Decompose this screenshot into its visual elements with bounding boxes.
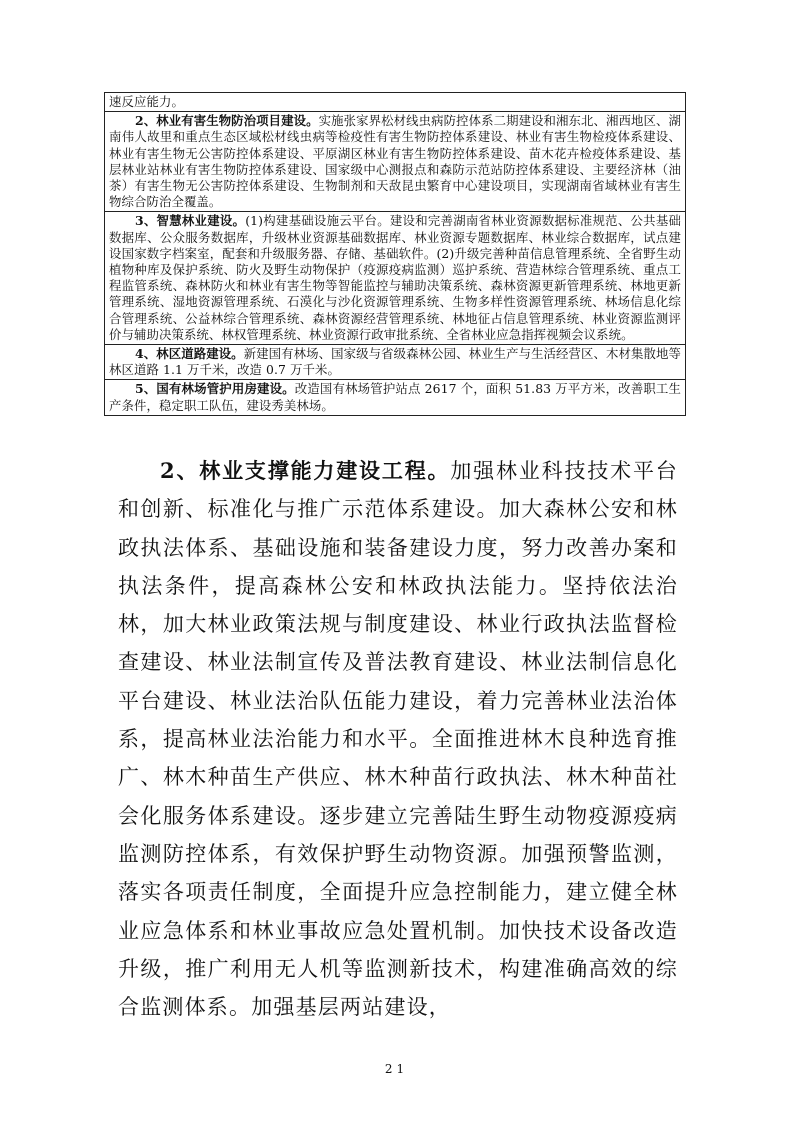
cell-body: 实施张家界松材线虫病防控体系二期建设和湘东北、湘西地区、湖南伟人故里和重点生态区域松材线虫病等检疫性有害生物防控体系建设、林业有害生物检疫体系建设、林业有害生物无公害防控体系建设、平原湖区林业有害生物防控体系建设、苗木花卉检疫体系建设、基层林业站林业有害生物防控体系建设、国家级中心测报点和森防示范站防控体系建设、主要经济林（油茶）有害生物无公害防控体系建设、生物制剂和天敌昆虫繁育中心建设项目，实现湖南省域林业有害生物综合防治全覆盖。: [109, 113, 681, 210]
table-cell: [105, 380, 686, 415]
section-heading: 2、林业支撑能力建设工程。: [160, 458, 451, 483]
page-number: 21: [384, 1062, 409, 1076]
cell-title: 4、林区道路建设。: [135, 346, 244, 362]
section-text: 加强林业科技技术平台和创新、标准化与推广示范体系建设。加大森林公安和林政执法体系、基础设施和装备建设力度，努力改善办案和执法条件，提高森林公安和林政执法能力。坚持依法治林，加大林业政策法规与制度建设、林业行政执法监督检查建设、林业法制宣传及普法教育建设、林业法制信息化平台建设、林业法治队伍能力建设，着力完善林业法治体系，提高林业法治能力和水平。全面推进林木良种选育推广、林木种苗生产供应、林木种苗行政执法、林木种苗社会化服务体系建设。逐步建立完善陆生野生动物疫源疫病监测防控体系，有效保护野生动物资源。加强预警监测，落实各项责任制度，全面提升应急控制能力，建立健全林业应急体系和林业事故应急处置机制。加快技术设备改造升级，推广利用无人机等监测新技术，构建准确高效的综合监测体系。加强基层两站建设，: [118, 459, 678, 1020]
table-cell: [105, 212, 686, 345]
section-paragraph: [118, 452, 678, 1026]
table-row: [105, 93, 686, 112]
cell-title: 3、智慧林业建设。: [135, 213, 246, 229]
table-row: [105, 112, 686, 212]
table-cell: [105, 93, 686, 112]
table-cell: [105, 345, 686, 380]
table-cell: [105, 112, 686, 212]
table-row: [105, 212, 686, 345]
cell-body: 新建国有林场、国家级与省级森林公园、林业生产与生活经营区、木材集散地等林区道路 1.1 万千米，改造 0.7 万千米。: [109, 346, 681, 378]
table-row: [105, 345, 686, 380]
table-row: [105, 380, 686, 415]
cell-body: 改造国有林场管护站点 2617 个，面积 51.83 万平方米，改善职工生产条件，稳定职工队伍，建设秀美林场。: [109, 381, 681, 413]
project-table: [104, 92, 686, 416]
cell-body: (1)构建基础设施云平台。建设和完善湖南省林业资源数据标准规范、公共基础数据库、公众服务数据库，升级林业资源基础数据库、林业资源专题数据库、林业综合数据库，试点建设国家数字档案室，配套和升级服务器、存储、基础软件。(2)升级完善种苗信息管理系统、全省野生动植物种库及保护系统、防火及野生动物保护（疫源疫病监测）巡护系统、营造林综合管理系统、重点工程监管系统、森林防火和林业有害生物等智能监控与辅助决策系统、森林资源更新管理系统、林地更新管理系统、湿地资源管理系统、石漠化与沙化资源管理系统、生物多样性资源管理系统、林场信息化综合管理系统、公益林综合管理系统、森林资源经营管理系统、林地征占信息管理系统、林业资源监测评价与辅助决策系统、林权管理系统、林业资源行政审批系统、全省林业应急指挥视频会议系统。: [109, 213, 681, 342]
cell-body: 速反应能力。: [109, 94, 184, 109]
cell-title: 5、国有林场管护用房建设。: [135, 381, 295, 397]
cell-title: 2、林业有害生物防治项目建设。: [135, 113, 319, 129]
